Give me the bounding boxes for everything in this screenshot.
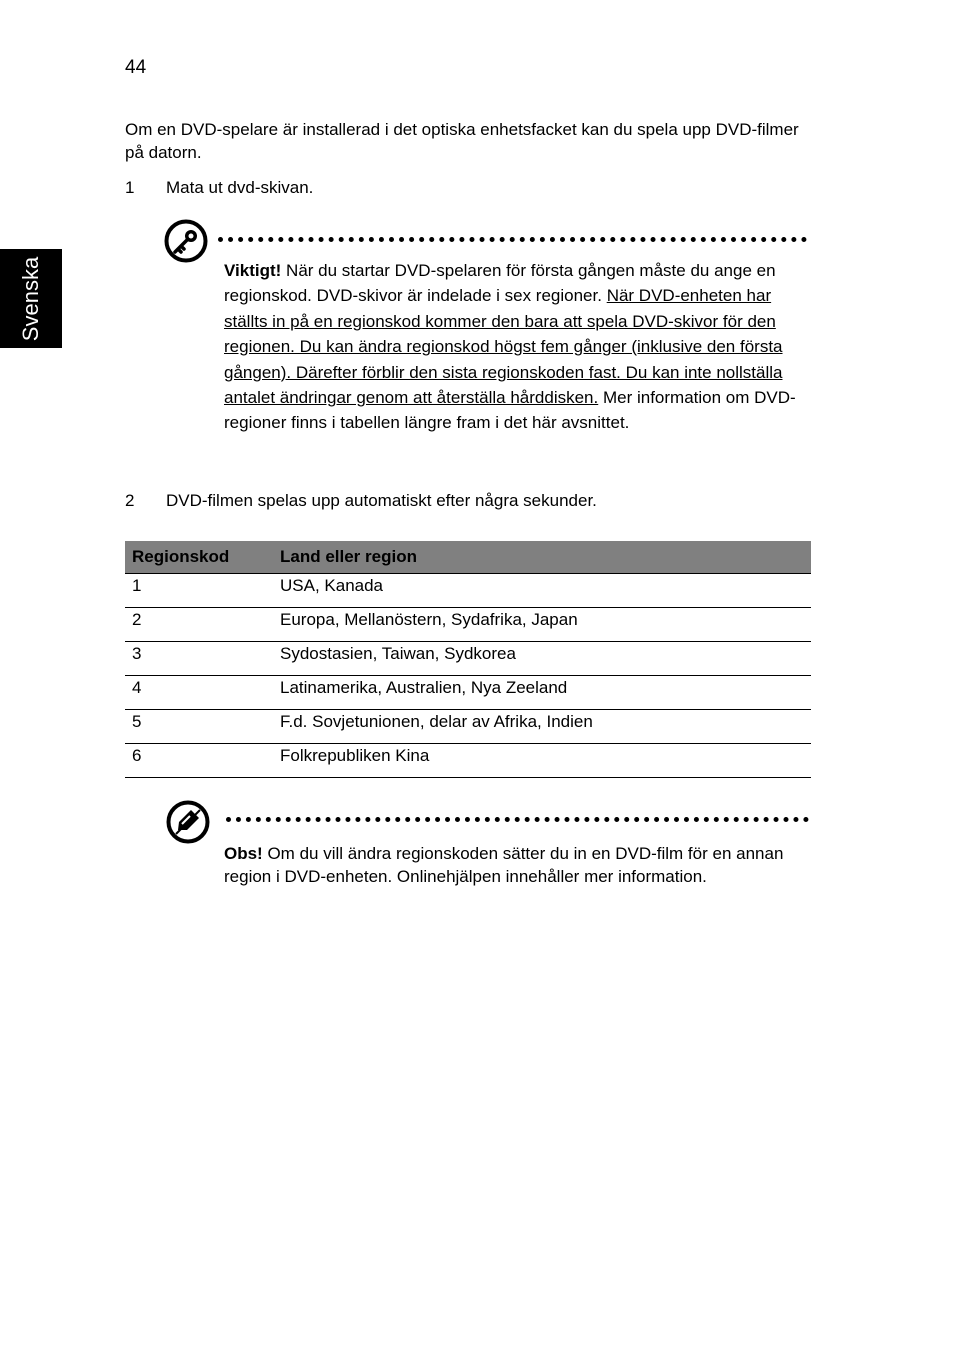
important-text-after: Mer information om DVD-regioner finns i tabellen längre fram i det här avsnittet. <box>224 388 796 433</box>
table-cell: Folkrepubliken Kina <box>273 744 811 778</box>
table-cell: Sydostasien, Taiwan, Sydkorea <box>273 642 811 676</box>
note-divider <box>226 817 809 822</box>
pen-note-icon <box>166 800 210 844</box>
step-text: DVD-filmen spelas upp automatiskt efter några sekunder. <box>166 491 597 510</box>
table-cell: 1 <box>125 574 273 608</box>
table-row <box>125 676 811 710</box>
table-header-row <box>125 541 811 574</box>
table-cell: 4 <box>125 676 273 710</box>
language-tab <box>0 249 62 348</box>
note-divider <box>218 237 807 242</box>
table-row <box>125 710 811 744</box>
step-number: 1 <box>125 178 135 197</box>
table-row <box>125 608 811 642</box>
table-cell: Latinamerika, Australien, Nya Zeeland <box>273 676 811 710</box>
step-number: 2 <box>125 491 135 510</box>
important-text-underlined: När DVD-enheten har ställts in på en regionskod kommer den bara att spela DVD-skivor för den regionen. Du kan ändra regionskod högst fem gånger (inklusive den första gången). Därefter förblir den sista regionskoden fast. Du kan inte nollställa antalet ändringar genom att återställa hårddisken. <box>224 286 783 408</box>
table-cell: USA, Kanada <box>273 574 811 608</box>
language-tab-label: Svenska <box>18 256 44 341</box>
column-header: Land eller region <box>273 541 811 574</box>
obs-label: Obs! <box>224 844 263 863</box>
table-cell: 6 <box>125 744 273 778</box>
region-table <box>125 541 811 778</box>
table-cell: 5 <box>125 710 273 744</box>
column-header: Regionskod <box>125 541 273 574</box>
table-row <box>125 574 811 608</box>
table-row <box>125 744 811 778</box>
important-note <box>224 258 799 436</box>
important-text-before: När du startar DVD-spelaren för första gången måste du ange en regionskod. DVD-skivor är indelade i sex regioner. <box>224 261 776 306</box>
intro-paragraph: Om en DVD-spelare är installerad i det optiska enhetsfacket kan du spela upp DVD-filmer på datorn. <box>125 120 799 162</box>
key-icon <box>164 219 208 263</box>
page-number: 44 <box>125 57 147 78</box>
table-cell: 3 <box>125 642 273 676</box>
table-cell: 2 <box>125 608 273 642</box>
obs-note <box>224 842 799 888</box>
table-row <box>125 642 811 676</box>
obs-text: Om du vill ändra regionskoden sätter du in en DVD-film för en annan region i DVD-enheten. Onlinehjälpen innehåller mer information. <box>224 844 784 886</box>
table-cell: Europa, Mellanöstern, Sydafrika, Japan <box>273 608 811 642</box>
step-text: Mata ut dvd-skivan. <box>166 178 314 197</box>
table-cell: F.d. Sovjetunionen, delar av Afrika, Indien <box>273 710 811 744</box>
important-label: Viktigt! <box>224 261 282 280</box>
